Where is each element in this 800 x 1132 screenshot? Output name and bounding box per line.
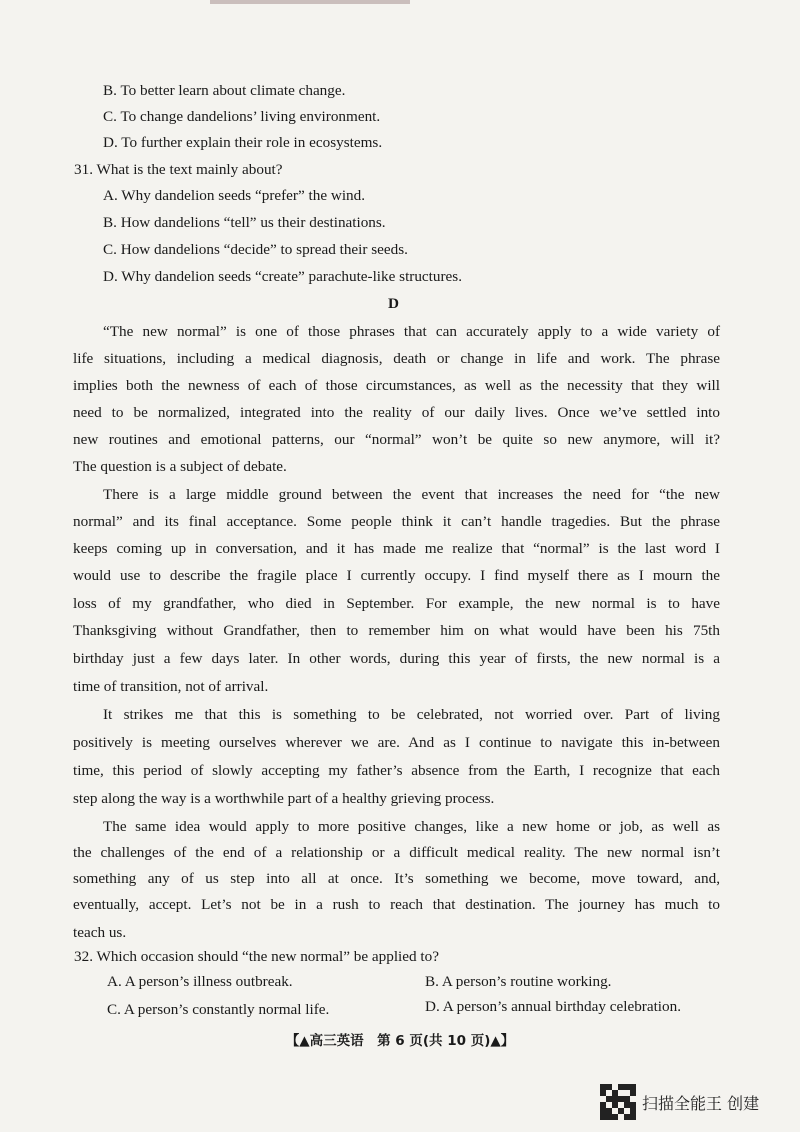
- q32-option-d: D. A person’s annual birthday celebration.: [425, 998, 682, 1015]
- q30-option-c: C. To change dandelions’ living environment.: [103, 108, 381, 125]
- scanner-watermark: [600, 1084, 759, 1120]
- q31-option-b: B. How dandelions “tell” us their destinations.: [103, 214, 386, 231]
- p2-line: birthday just a few days later. In other words, during this year of firsts, the new normal is a: [73, 650, 720, 667]
- q32-option-c: C. A person’s constantly normal life.: [107, 1001, 330, 1018]
- p4-line: eventually, accept. Let’s not be in a rush to reach that destination. The journey has much to: [73, 896, 720, 913]
- page-footer: 【▲高三英语 第 6 页(共 10 页)▲】: [285, 1033, 515, 1049]
- p2-line: There is a large middle ground between the event that increases the need for “the new: [103, 486, 720, 503]
- p3-line: positively is meeting ourselves wherever we are. And as I continue to navigate this in-between: [73, 734, 720, 751]
- p3-line: It strikes me that this is something to be celebrated, not worried over. Part of living: [103, 706, 720, 723]
- q32-option-a: A. A person’s illness outbreak.: [107, 973, 293, 990]
- p1-line: need to be normalized, integrated into the reality of our daily lives. Once we’ve settled into: [73, 404, 720, 421]
- scan-top-mark: [210, 0, 410, 4]
- p3-line: step along the way is a worthwhile part of a healthy grieving process.: [73, 790, 495, 807]
- qr-code-icon: [600, 1084, 636, 1120]
- p1-line: new routines and emotional patterns, our “normal” won’t be quite so new anymore, will it?: [73, 431, 720, 448]
- watermark-text: 扫描全能王 创建: [642, 1093, 760, 1113]
- p2-line: time of transition, not of arrival.: [73, 678, 269, 695]
- q31-option-d: D. Why dandelion seeds “create” parachute-like structures.: [103, 268, 462, 285]
- p2-line: Thanksgiving without Grandfather, then to remember him on what would have been his 75th: [73, 622, 720, 639]
- p2-line: keeps coming up in conversation, and it has made me realize that “normal” is the last word I: [73, 540, 720, 557]
- q31-option-a: A. Why dandelion seeds “prefer” the wind.: [103, 187, 366, 204]
- p4-line: The same idea would apply to more positive changes, like a new home or job, as well as: [103, 818, 720, 835]
- q32-option-b: B. A person’s routine working.: [425, 973, 612, 990]
- q31-stem: 31. What is the text mainly about?: [74, 161, 283, 178]
- p3-line: time, this period of slowly accepting my father’s absence from the Earth, I recognize that each: [73, 762, 720, 779]
- p1-line: life situations, including a medical diagnosis, death or change in life and work. The phrase: [73, 350, 720, 367]
- section-title: D: [388, 295, 399, 312]
- p4-line: teach us.: [73, 924, 127, 941]
- p1-line: “The new normal” is one of those phrases that can accurately apply to a wide variety of: [103, 323, 720, 340]
- p2-line: normal” and its final acceptance. Some people think it can’t handle tragedies. But the phrase: [73, 513, 720, 530]
- q32-stem: 32. Which occasion should “the new normal” be applied to?: [74, 948, 439, 965]
- p1-line: The question is a subject of debate.: [73, 458, 287, 475]
- q31-option-c: C. How dandelions “decide” to spread their seeds.: [103, 241, 408, 258]
- p4-line: the challenges of the end of a relationship or a difficult medical reality. The new normal isn’t: [73, 844, 720, 861]
- q30-option-b: B. To better learn about climate change.: [103, 82, 346, 99]
- p4-line: something any of us step into all at once. It’s something we become, move toward, and,: [73, 870, 720, 887]
- p2-line: would use to describe the fragile place I currently occupy. I find myself there as I mourn the: [73, 567, 720, 584]
- q30-option-d: D. To further explain their role in ecosystems.: [103, 134, 383, 151]
- p2-line: loss of my grandfather, who died in September. For example, the new normal is to have: [73, 595, 720, 612]
- p1-line: implies both the newness of each of those circumstances, as well as the necessity that they will: [73, 377, 720, 394]
